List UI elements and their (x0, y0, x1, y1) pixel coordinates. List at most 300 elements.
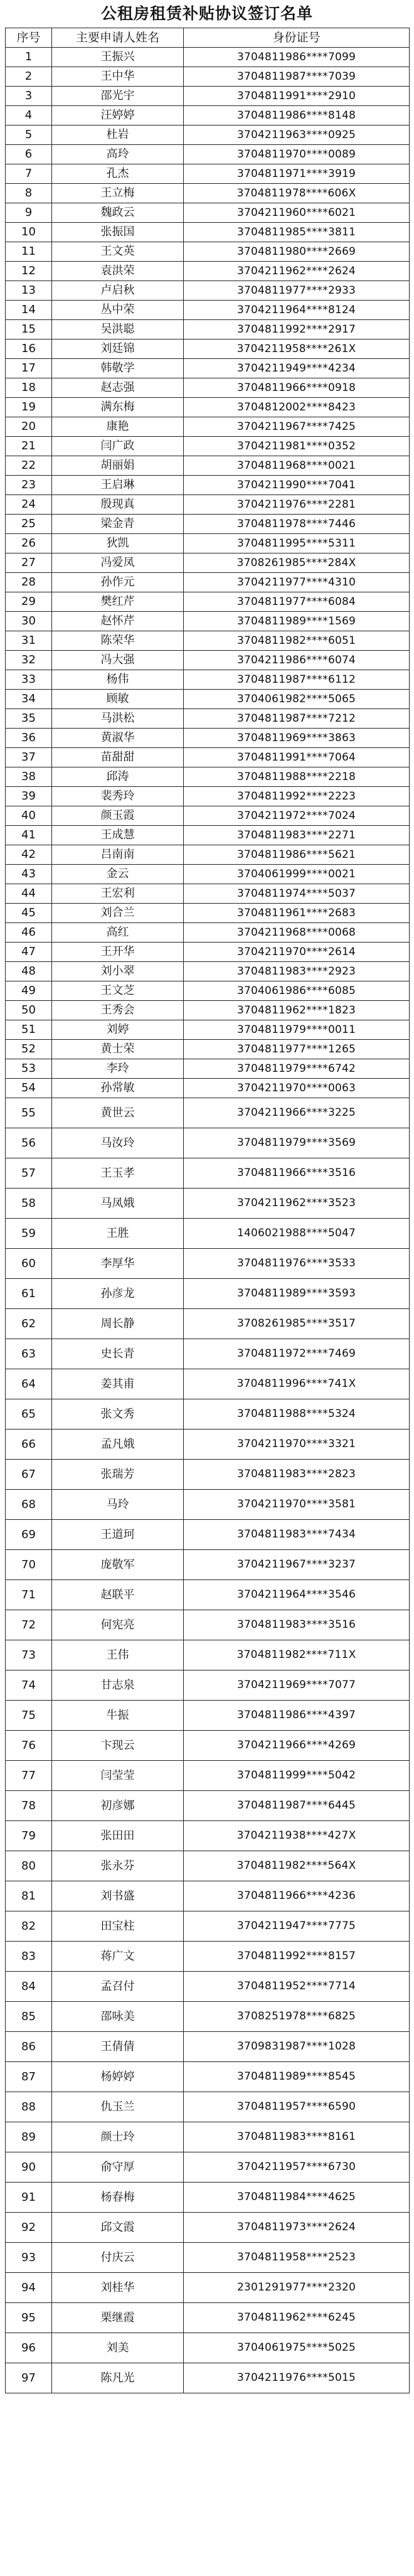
table-row (6, 437, 410, 456)
table-header-row (6, 28, 410, 48)
row-id-number: 3704811983****3516 (184, 1610, 410, 1640)
table-row (6, 359, 410, 378)
row-index: 60 (6, 1249, 52, 1279)
row-applicant-name: 顾敏 (52, 690, 184, 709)
row-id-number: 3704811982****6051 (184, 631, 410, 651)
row-applicant-name: 吕南南 (52, 845, 184, 865)
row-index: 6 (6, 145, 52, 164)
row-index: 38 (6, 767, 52, 787)
row-applicant-name: 邵咏美 (52, 2002, 184, 2032)
row-index: 22 (6, 456, 52, 476)
table-row (6, 1399, 410, 1430)
table-row (6, 962, 410, 981)
row-index: 79 (6, 1821, 52, 1851)
table-row (6, 126, 410, 145)
row-applicant-name: 栗继霞 (52, 2303, 184, 2333)
table-row (6, 398, 410, 417)
row-index: 86 (6, 2032, 52, 2062)
row-index: 97 (6, 2363, 52, 2393)
row-index: 8 (6, 184, 52, 203)
row-id-number: 3704811987****7039 (184, 67, 410, 87)
table-row (6, 1610, 410, 1640)
row-applicant-name: 赵怀芹 (52, 612, 184, 631)
row-id-number: 3704811972****7469 (184, 1339, 410, 1369)
row-id-number: 3704811977****1265 (184, 1040, 410, 1059)
table-row (6, 203, 410, 223)
row-index: 25 (6, 515, 52, 534)
table-row (6, 1079, 410, 1098)
row-applicant-name: 张田田 (52, 1821, 184, 1851)
table-row (6, 48, 410, 67)
row-id-number: 3704811966****4236 (184, 1881, 410, 1911)
row-id-number: 3704811968****0021 (184, 456, 410, 476)
row-id-number: 3704811958****2523 (184, 2243, 410, 2273)
row-index: 12 (6, 262, 52, 281)
row-id-number: 3704211966****3225 (184, 1098, 410, 1128)
table-body (6, 48, 410, 2393)
table-row (6, 1972, 410, 2002)
row-applicant-name: 魏政云 (52, 203, 184, 223)
row-applicant-name: 王立梅 (52, 184, 184, 203)
table-row (6, 164, 410, 184)
row-id-number: 3704811987****7212 (184, 709, 410, 729)
row-applicant-name: 孔杰 (52, 164, 184, 184)
row-applicant-name: 王倩倩 (52, 2032, 184, 2062)
table-row (6, 1821, 410, 1851)
row-id-number: 3704211960****6021 (184, 203, 410, 223)
row-id-number: 3704811983****7434 (184, 1520, 410, 1550)
table-row (6, 301, 410, 320)
table-row (6, 631, 410, 651)
row-index: 41 (6, 826, 52, 845)
row-id-number: 3704811999****5042 (184, 1761, 410, 1791)
row-applicant-name: 马凤娥 (52, 1189, 184, 1219)
row-applicant-name: 卢启秋 (52, 281, 184, 301)
row-id-number: 3704811952****7714 (184, 1972, 410, 2002)
row-id-number: 3704811983****2271 (184, 826, 410, 845)
row-id-number: 3704211957****6730 (184, 2152, 410, 2183)
row-applicant-name: 王胜 (52, 1219, 184, 1249)
table-row (6, 1911, 410, 1942)
table-row (6, 67, 410, 87)
row-index: 75 (6, 1701, 52, 1731)
row-id-number: 3704811983****2923 (184, 962, 410, 981)
row-id-number: 3704811988****2218 (184, 767, 410, 787)
row-id-number: 3704211968****0068 (184, 923, 410, 943)
row-index: 5 (6, 126, 52, 145)
row-id-number: 3704811995****5311 (184, 534, 410, 553)
row-applicant-name: 赵联平 (52, 1580, 184, 1610)
row-id-number: 3709831987****1028 (184, 2032, 410, 2062)
row-applicant-name: 张文秀 (52, 1399, 184, 1430)
row-index: 95 (6, 2303, 52, 2333)
row-applicant-name: 胡丽娟 (52, 456, 184, 476)
row-id-number: 3704811986****5621 (184, 845, 410, 865)
row-id-number: 3704811986****7099 (184, 48, 410, 67)
table-row (6, 865, 410, 884)
row-index: 50 (6, 1001, 52, 1020)
row-id-number: 3704211969****7077 (184, 1670, 410, 1701)
table-row (6, 612, 410, 631)
row-applicant-name: 冯大强 (52, 651, 184, 670)
row-index: 13 (6, 281, 52, 301)
row-applicant-name: 刘美 (52, 2333, 184, 2363)
row-id-number: 3704211981****0352 (184, 437, 410, 456)
table-row (6, 1881, 410, 1911)
row-index: 54 (6, 1079, 52, 1098)
row-index: 21 (6, 437, 52, 456)
row-index: 36 (6, 729, 52, 748)
table-row (6, 573, 410, 592)
row-index: 73 (6, 1640, 52, 1670)
row-index: 55 (6, 1098, 52, 1128)
row-index: 67 (6, 1460, 52, 1490)
row-index: 43 (6, 865, 52, 884)
row-applicant-name: 马洪松 (52, 709, 184, 729)
row-id-number: 3704811970****0089 (184, 145, 410, 164)
row-id-number: 3704211967****7425 (184, 417, 410, 437)
row-applicant-name: 王秀会 (52, 1001, 184, 1020)
row-id-number: 3704211962****2624 (184, 262, 410, 281)
row-index: 57 (6, 1158, 52, 1189)
row-index: 94 (6, 2273, 52, 2303)
row-id-number: 3704211977****4310 (184, 573, 410, 592)
row-applicant-name: 张永芬 (52, 1851, 184, 1881)
row-id-number: 3704811979****0011 (184, 1020, 410, 1040)
row-applicant-name: 吴洪聪 (52, 320, 184, 339)
table-row (6, 320, 410, 339)
row-applicant-name: 王启琳 (52, 476, 184, 495)
row-id-number: 3704061982****5065 (184, 690, 410, 709)
table-row (6, 1309, 410, 1339)
table-row (6, 553, 410, 573)
row-index: 39 (6, 787, 52, 806)
row-index: 51 (6, 1020, 52, 1040)
row-applicant-name: 初彦娜 (52, 1791, 184, 1821)
table-row (6, 262, 410, 281)
table-row (6, 2062, 410, 2092)
row-id-number: 3704211947****7775 (184, 1911, 410, 1942)
row-applicant-name: 闫莹莹 (52, 1761, 184, 1791)
row-applicant-name: 高玲 (52, 145, 184, 164)
row-id-number: 3704211970****0063 (184, 1079, 410, 1098)
table-row (6, 1098, 410, 1128)
table-row (6, 1580, 410, 1610)
row-id-number: 3704811985****3811 (184, 223, 410, 242)
row-applicant-name: 刘廷锦 (52, 339, 184, 359)
row-applicant-name: 杨婷婷 (52, 2062, 184, 2092)
row-index: 84 (6, 1972, 52, 2002)
table-row (6, 943, 410, 962)
row-applicant-name: 刘书盛 (52, 1881, 184, 1911)
row-index: 16 (6, 339, 52, 359)
table-row (6, 2333, 410, 2363)
table-row (6, 2273, 410, 2303)
row-index: 83 (6, 1942, 52, 1972)
table-row (6, 1520, 410, 1550)
row-index: 11 (6, 242, 52, 262)
row-index: 82 (6, 1911, 52, 1942)
row-index: 2 (6, 67, 52, 87)
table-row (6, 515, 410, 534)
row-index: 29 (6, 592, 52, 612)
row-applicant-name: 王文英 (52, 242, 184, 262)
table-row (6, 845, 410, 865)
row-applicant-name: 刘合兰 (52, 904, 184, 923)
header-id-number: 身份证号 (184, 28, 410, 48)
table-row (6, 1369, 410, 1399)
row-index: 69 (6, 1520, 52, 1550)
row-id-number: 3704811992****2223 (184, 787, 410, 806)
row-id-number: 3704211938****427X (184, 1821, 410, 1851)
table-row (6, 1460, 410, 1490)
row-id-number: 3704812002****8423 (184, 398, 410, 417)
table-row (6, 1279, 410, 1309)
row-index: 89 (6, 2122, 52, 2152)
row-applicant-name: 田宝柱 (52, 1911, 184, 1942)
row-id-number: 3704211967****3237 (184, 1550, 410, 1580)
table-row (6, 1731, 410, 1761)
row-index: 87 (6, 2062, 52, 2092)
table-row (6, 281, 410, 301)
row-index: 14 (6, 301, 52, 320)
row-id-number: 3704061986****6085 (184, 981, 410, 1001)
row-index: 26 (6, 534, 52, 553)
table-row (6, 106, 410, 126)
row-applicant-name: 杨伟 (52, 670, 184, 690)
table-row (6, 729, 410, 748)
row-applicant-name: 陈荣华 (52, 631, 184, 651)
table-row (6, 1158, 410, 1189)
row-applicant-name: 刘小翠 (52, 962, 184, 981)
row-index: 93 (6, 2243, 52, 2273)
row-id-number: 3704211970****3321 (184, 1430, 410, 1460)
header-applicant-name: 主要申请人姓名 (52, 28, 184, 48)
row-applicant-name: 丛中荣 (52, 301, 184, 320)
row-index: 62 (6, 1309, 52, 1339)
row-index: 78 (6, 1791, 52, 1821)
row-id-number: 3704811986****4397 (184, 1701, 410, 1731)
table-row (6, 884, 410, 904)
row-index: 61 (6, 1279, 52, 1309)
row-applicant-name: 王开华 (52, 943, 184, 962)
row-id-number: 3704811962****6245 (184, 2303, 410, 2333)
row-id-number: 3704811987****6112 (184, 670, 410, 690)
row-applicant-name: 陈凡光 (52, 2363, 184, 2393)
table-row (6, 690, 410, 709)
row-index: 49 (6, 981, 52, 1001)
row-applicant-name: 王道珂 (52, 1520, 184, 1550)
row-id-number: 3704811980****2669 (184, 242, 410, 262)
row-index: 76 (6, 1731, 52, 1761)
table-row (6, 1128, 410, 1158)
table-row (6, 339, 410, 359)
row-id-number: 3704811966****3516 (184, 1158, 410, 1189)
row-applicant-name: 邱文霞 (52, 2213, 184, 2243)
row-applicant-name: 王玉孝 (52, 1158, 184, 1189)
row-index: 42 (6, 845, 52, 865)
table-row (6, 923, 410, 943)
row-applicant-name: 袁洪荣 (52, 262, 184, 281)
row-id-number: 3704811971****3919 (184, 164, 410, 184)
row-applicant-name: 刘桂华 (52, 2273, 184, 2303)
table-row (6, 2122, 410, 2152)
row-id-number: 3704211986****6074 (184, 651, 410, 670)
table-row (6, 787, 410, 806)
row-index: 47 (6, 943, 52, 962)
table-row (6, 1640, 410, 1670)
table-row (6, 2213, 410, 2243)
table-row (6, 709, 410, 729)
table-row (6, 670, 410, 690)
row-id-number: 3708261985****284X (184, 553, 410, 573)
document-title: 公租房租赁补贴协议签订名单 (100, 4, 313, 23)
row-id-number: 3704211966****4269 (184, 1731, 410, 1761)
row-index: 77 (6, 1761, 52, 1791)
table-row (6, 378, 410, 398)
row-index: 34 (6, 690, 52, 709)
table-row (6, 1851, 410, 1881)
row-id-number: 3704811979****3569 (184, 1128, 410, 1158)
table-row (6, 1189, 410, 1219)
row-index: 15 (6, 320, 52, 339)
row-id-number: 1406021988****5047 (184, 1219, 410, 1249)
row-applicant-name: 颜士玲 (52, 2122, 184, 2152)
row-applicant-name: 樊红芹 (52, 592, 184, 612)
row-id-number: 3704811988****5324 (184, 1399, 410, 1430)
row-applicant-name: 王伟 (52, 1640, 184, 1670)
row-applicant-name: 庞敬军 (52, 1550, 184, 1580)
row-applicant-name: 王成慧 (52, 826, 184, 845)
row-id-number: 3708261985****3517 (184, 1309, 410, 1339)
table-row (6, 2183, 410, 2213)
row-id-number: 3704811987****6445 (184, 1791, 410, 1821)
row-applicant-name: 苗甜甜 (52, 748, 184, 767)
table-row (6, 806, 410, 826)
row-index: 88 (6, 2092, 52, 2122)
row-index: 90 (6, 2152, 52, 2183)
row-id-number: 3704811976****3533 (184, 1249, 410, 1279)
row-index: 68 (6, 1490, 52, 1520)
table-row (6, 476, 410, 495)
row-id-number: 3704061975****5025 (184, 2333, 410, 2363)
table-row (6, 1059, 410, 1079)
table-row (6, 145, 410, 164)
table-row (6, 748, 410, 767)
table-row (6, 767, 410, 787)
row-index: 17 (6, 359, 52, 378)
row-applicant-name: 李厚华 (52, 1249, 184, 1279)
row-id-number: 3708251978****6825 (184, 2002, 410, 2032)
row-index: 30 (6, 612, 52, 631)
table-row (6, 456, 410, 476)
row-id-number: 3704211949****4234 (184, 359, 410, 378)
row-index: 10 (6, 223, 52, 242)
table-row (6, 1490, 410, 1520)
row-applicant-name: 汪婷婷 (52, 106, 184, 126)
row-applicant-name: 卞现云 (52, 1731, 184, 1761)
table-row (6, 981, 410, 1001)
table-row (6, 495, 410, 515)
row-applicant-name: 黄淑华 (52, 729, 184, 748)
row-index: 80 (6, 1851, 52, 1881)
row-index: 33 (6, 670, 52, 690)
row-id-number: 3704811978****7446 (184, 515, 410, 534)
row-index: 59 (6, 1219, 52, 1249)
row-applicant-name: 杜岩 (52, 126, 184, 145)
table-row (6, 1761, 410, 1791)
row-index: 66 (6, 1430, 52, 1460)
row-index: 19 (6, 398, 52, 417)
row-applicant-name: 狄凯 (52, 534, 184, 553)
row-applicant-name: 殷现真 (52, 495, 184, 515)
table-row (6, 1550, 410, 1580)
row-applicant-name: 孟凡娥 (52, 1430, 184, 1460)
row-applicant-name: 康艳 (52, 417, 184, 437)
table-row (6, 651, 410, 670)
row-applicant-name: 满东梅 (52, 398, 184, 417)
row-id-number: 3704811989****8545 (184, 2062, 410, 2092)
row-id-number: 3704811974****5037 (184, 884, 410, 904)
row-id-number: 3704211972****7024 (184, 806, 410, 826)
header-index: 序号 (6, 28, 52, 48)
row-id-number: 3704811983****8161 (184, 2122, 410, 2152)
row-id-number: 3704811978****606X (184, 184, 410, 203)
row-index: 72 (6, 1610, 52, 1640)
row-id-number: 3704211964****3546 (184, 1580, 410, 1610)
row-applicant-name: 俞守厚 (52, 2152, 184, 2183)
row-applicant-name: 仇玉兰 (52, 2092, 184, 2122)
table-row (6, 1942, 410, 1972)
row-index: 3 (6, 87, 52, 106)
table-row (6, 904, 410, 923)
row-id-number: 3704811982****564X (184, 1851, 410, 1881)
row-applicant-name: 付庆云 (52, 2243, 184, 2273)
row-applicant-name: 裴秀玲 (52, 787, 184, 806)
row-index: 74 (6, 1670, 52, 1701)
table-row (6, 87, 410, 106)
row-applicant-name: 甘志泉 (52, 1670, 184, 1701)
row-applicant-name: 杨春梅 (52, 2183, 184, 2213)
table-row (6, 592, 410, 612)
row-id-number: 3704211958****261X (184, 339, 410, 359)
row-applicant-name: 孙常敏 (52, 1079, 184, 1098)
row-index: 52 (6, 1040, 52, 1059)
row-applicant-name: 刘婷 (52, 1020, 184, 1040)
row-index: 9 (6, 203, 52, 223)
row-applicant-name: 王振兴 (52, 48, 184, 67)
row-index: 96 (6, 2333, 52, 2363)
table-row (6, 1791, 410, 1821)
table-row (6, 2303, 410, 2333)
row-applicant-name: 闫广政 (52, 437, 184, 456)
row-applicant-name: 颜玉霞 (52, 806, 184, 826)
row-id-number: 3704811966****0918 (184, 378, 410, 398)
table-row (6, 417, 410, 437)
row-index: 24 (6, 495, 52, 515)
table-row (6, 1339, 410, 1369)
row-index: 31 (6, 631, 52, 651)
table-row (6, 2152, 410, 2183)
row-index: 71 (6, 1580, 52, 1610)
table-row (6, 1040, 410, 1059)
table-row (6, 2363, 410, 2393)
row-index: 1 (6, 48, 52, 67)
row-index: 40 (6, 806, 52, 826)
row-applicant-name: 王文芝 (52, 981, 184, 1001)
row-index: 46 (6, 923, 52, 943)
row-applicant-name: 黄世云 (52, 1098, 184, 1128)
